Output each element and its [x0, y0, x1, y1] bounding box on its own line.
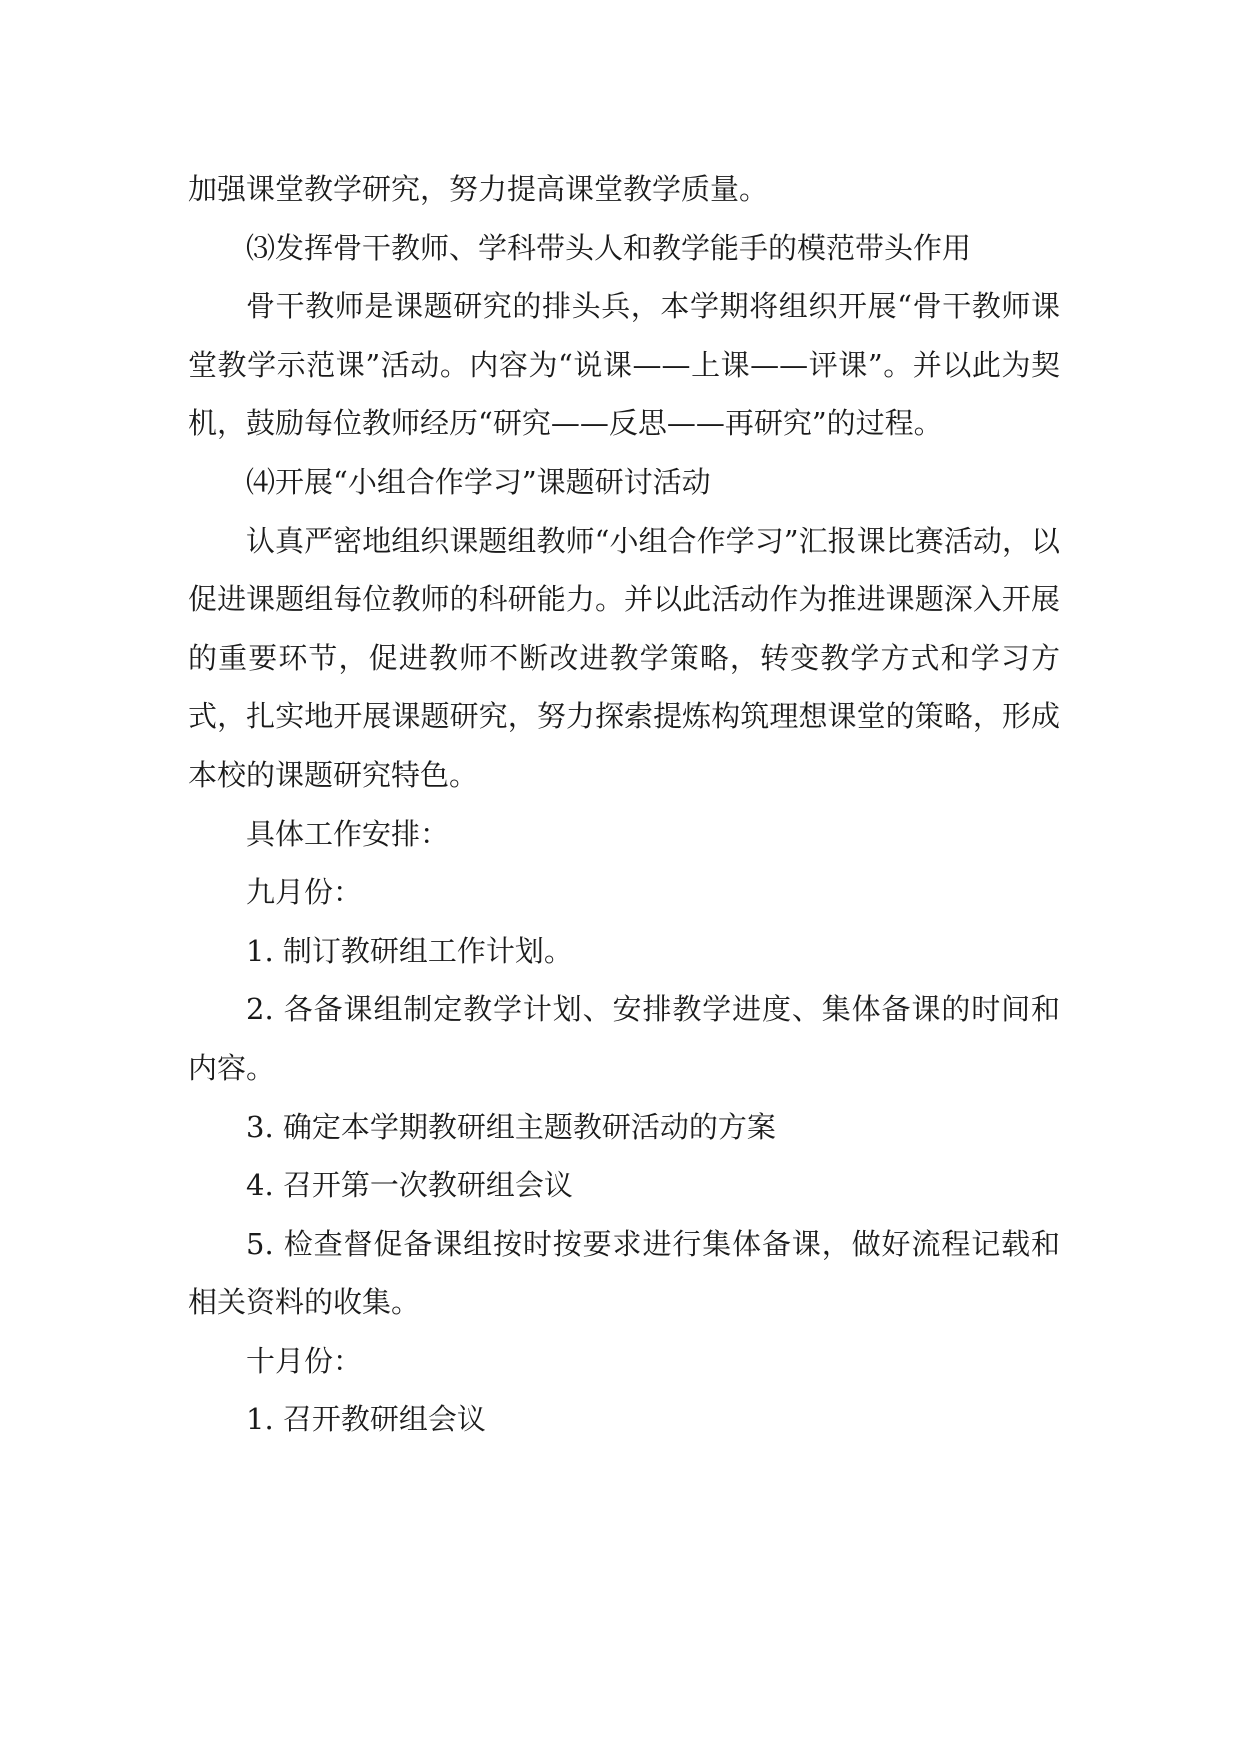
- paragraph-backbone-teachers: 骨干教师是课题研究的排头兵，本学期将组织开展“骨干教师课堂教学示范课”活动。内容为“说课——上课——评课”。并以此为契机，鼓励每位教师经历“研究——反思——再研究”的过程。: [188, 289, 1060, 441]
- month-september: 九月份：: [246, 875, 363, 910]
- subheading-4: ⑷开展“小组合作学习”课题研讨活动: [246, 464, 711, 499]
- month-october: 十月份：: [246, 1343, 363, 1378]
- list-item: 2. 各备课组制定教学计划、安排教学进度、集体备课的时间和内容。: [188, 992, 1060, 1085]
- list-item: 1. 制订教研组工作计划。: [246, 933, 573, 968]
- paragraph-continuation: 加强课堂教学研究，努力提高课堂教学质量。: [188, 172, 769, 206]
- document-body: [188, 160, 1060, 1449]
- list-item: 5. 检查督促备课组按时按要求进行集体备课，做好流程记载和相关资料的收集。: [188, 1226, 1060, 1320]
- paragraph-group-learning: 认真严密地组织课题组教师“小组合作学习”汇报课比赛活动，以促进课题组每位教师的科研能力。并以此活动作为推进课题深入开展的重要环节，促进教师不断改进教学策略，转变教学方式和学习方式，扎实地开展课题研究，努力探索提炼构筑理想课堂的策略，形成本校的课题研究特色。: [188, 523, 1060, 792]
- subheading-3: ⑶发挥骨干教师、学科带头人和教学能手的模范带头作用: [246, 230, 972, 265]
- schedule-heading: 具体工作安排：: [246, 816, 450, 851]
- list-item: 4. 召开第一次教研组会议: [246, 1168, 573, 1203]
- list-item: 3. 确定本学期教研组主题教研活动的方案: [246, 1109, 776, 1144]
- list-item: 1. 召开教研组会议: [246, 1402, 486, 1437]
